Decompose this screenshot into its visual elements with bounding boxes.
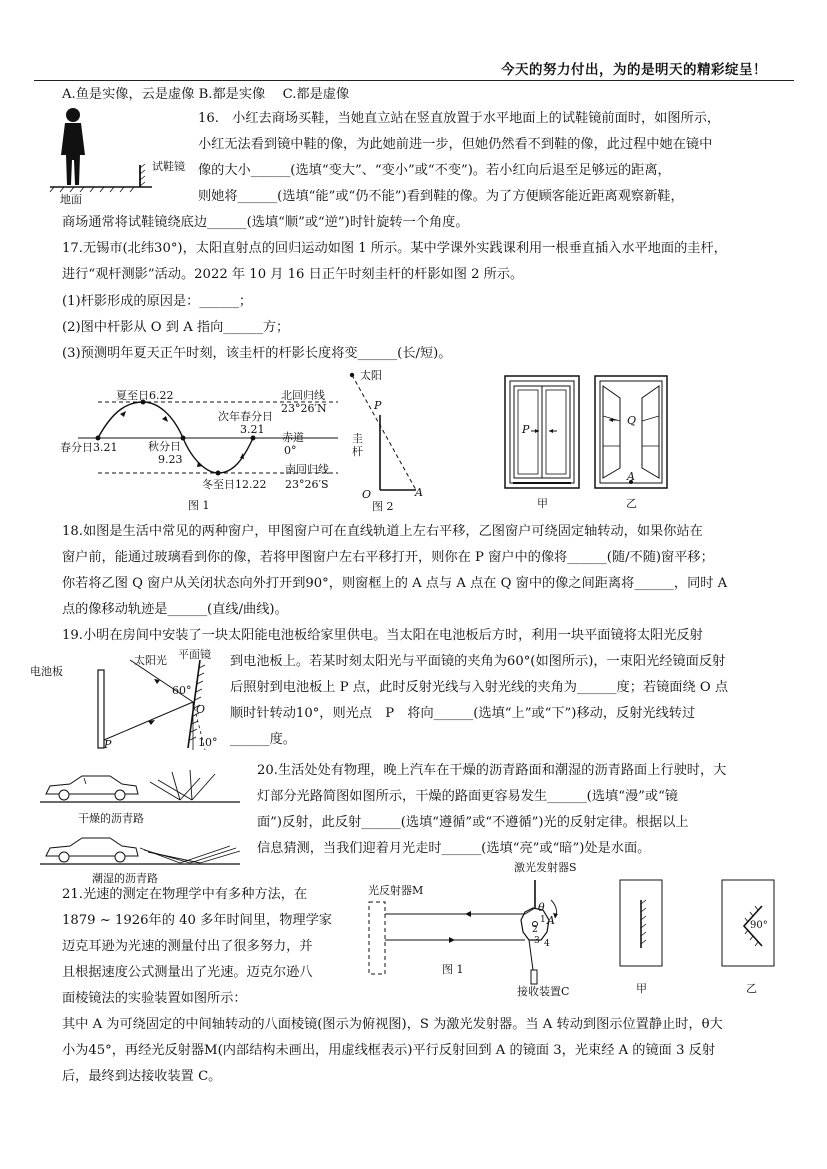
window-yi-q: Q: [627, 414, 637, 427]
q17-fig1-south-lat: 23°26′S: [285, 478, 329, 491]
window-yi-a: A: [627, 470, 635, 483]
q21-full-line: 小为45°，再经光反射器M(内部结构未画出，用虚线框表示)平行反射回到 A 的镜面 3，光束经 A 的镜面 3 反射: [62, 1043, 716, 1058]
q21-full-line: 后，最终到达接收装置 C。: [62, 1069, 222, 1084]
q17-line: 进行“观杆测影”活动。2022 年 10 月 16 日正午时刻圭杆的杆影如图 2 所示。: [62, 267, 524, 282]
q18-line: 18.如图是生活中常见的两种窗户，甲图窗户可在直线轨道上左右平移，乙图窗户可绕固定轴转动，如果你站在: [62, 524, 703, 539]
q21-a-label: A: [547, 914, 555, 927]
q16-figure: [40, 105, 200, 205]
q21-line: 面棱镜法的实验装置如图所示：: [62, 991, 247, 1006]
car-wet: [46, 838, 138, 862]
q19-sunlight-label: 太阳光: [134, 654, 167, 667]
q17-fig1-caption: 图 1: [188, 499, 210, 512]
q21-receiver-label: 接收装置C: [517, 985, 570, 998]
q21-full-line: 其中 A 为可绕固定的中间轴转动的八面棱镜(图示为俯视图)，S 为激光发射器。当 A 转动到图示位置静止时，θ大: [62, 1017, 723, 1032]
q16-ground-label: 地面: [60, 193, 82, 206]
windows-figure: [505, 376, 705, 496]
q21-jia-label: 甲: [636, 982, 647, 995]
window-jia-p: P: [522, 423, 530, 436]
q21-reflector-label: 光反射器M: [368, 884, 424, 897]
q20-figure: [40, 762, 250, 882]
q15-options: A.鱼是实像，云是虚像 B.都是实像 C.都是虚像: [62, 87, 350, 102]
q19-line: 后照射到电池板上 P 点，此时反射光线与入射光线的夹角为______度；若镜面绕 O 点: [230, 680, 729, 695]
q21-face-1: 1: [540, 915, 546, 925]
window-jia-caption: 甲: [537, 497, 548, 510]
q17-fig2-caption: 图 2: [372, 500, 394, 513]
q21-face-3: 3: [534, 936, 540, 946]
q19-mirror-label: 平面镜: [178, 648, 211, 661]
q19-p-label: P: [104, 738, 112, 751]
car-dry: [46, 776, 138, 800]
q21-laser-label: 激光发射器S: [514, 861, 577, 874]
q17-fig1-autumn: 秋分日: [148, 440, 181, 453]
q16-line: 商场通常将试鞋镜绕底边______(选填“顺”或“逆”)时针旋转一个角度。: [62, 215, 469, 230]
q21-face-2: 2: [532, 925, 538, 935]
q17-fig1-next-spring-date: 3.21: [240, 423, 265, 436]
q17-fig1-spring: 春分日3.21: [60, 441, 118, 454]
q21-line: 1879 ~ 1926年的 40 多年时间里，物理学家: [62, 913, 332, 928]
header-divider: [34, 80, 794, 81]
q21-jia-figure: [620, 880, 670, 980]
q17-fig1-autumn-date: 9.23: [158, 453, 183, 466]
q21-line: 21.光速的测定在物理学中有多种方法，在: [62, 887, 308, 902]
q19-o-label: O: [196, 703, 206, 716]
q17-fig1-winter: 冬至日12.22: [202, 478, 267, 491]
q16-line: 则她将______(选填“能”或“仍不能”)看到鞋的像。为了方便顾客能近距离观察新鞋，: [198, 189, 684, 204]
q18-line: 窗户前，能通过玻璃看到你的像，若将甲图窗户左右平移打开，则你在 P 窗户中的像将______(随/不随)窗平移；: [62, 550, 714, 565]
q19-line: ______度。: [230, 732, 296, 747]
q17-fig1-summer: 夏至日6.22: [116, 389, 174, 402]
q17-fig2-a: A: [415, 486, 423, 499]
q17-fig2-sun: 太阳: [360, 369, 382, 382]
q17-sub1: (1)杆影形成的原因是：______；: [62, 294, 253, 309]
q18-line: 你若将乙图 Q 窗户从关闭状态向外打开到90°，则窗框上的 A 点与 A 点在 Q 窗中的像之间距离将______，同时 A: [62, 576, 728, 591]
q20-line: 面”)反射，此反射______(选填“遵循”或“不遵循”)光的反射定律。根据以上: [257, 815, 689, 830]
q17-sub2: (2)图中杆影从 O 到 A 指向______方；: [62, 320, 290, 335]
window-yi-caption: 乙: [626, 497, 637, 510]
q17-fig1-north-tropic: 北回归线: [281, 389, 325, 402]
q16-line: 16. 小红去商场买鞋，当她直立站在竖直放置于水平地面上的试鞋镜前面时，如图所示，: [198, 111, 721, 126]
q21-yi-label: 乙: [746, 982, 757, 995]
q20-line: 灯部分光路简图如图所示，干燥的路面更容易发生______(选填“漫”或“镜: [257, 789, 678, 804]
q20-wet-label: 潮湿的沥青路: [92, 872, 158, 885]
q17-line: 17.无锡市(北纬30°)，太阳直射点的回归运动如图 1 所示。某中学课外实践课利用一根垂直插入水平地面的圭杆，: [62, 241, 727, 256]
q16-line: 像的大小______(选填“变大”、“变小”或“不变”)。若小红向后退至足够远的距离，: [198, 163, 671, 178]
q17-fig1-north-lat: 23°26′N: [281, 402, 327, 415]
q17-fig1-next-spring: 次年春分日: [218, 410, 273, 423]
q20-dry-label: 干燥的沥青路: [78, 812, 144, 825]
girl-silhouette: [61, 108, 85, 185]
q19-line: 到电池板上。若某时刻太阳光与平面镜的夹角为60°(如图所示)，一束阳光经镜面反射: [230, 654, 726, 669]
q17-fig1-south-tropic: 南回归线: [285, 463, 329, 476]
q19-line: 19.小明在房间中安装了一块太阳能电池板给家里供电。当太阳在电池板后方时，利用一块平面镜将太阳光反射: [62, 628, 703, 643]
q17-fig2-o: O: [362, 488, 372, 501]
q21-line: 且根据速度公式测量出了光速。迈克尔逊八: [62, 965, 313, 980]
q21-line: 迈克耳逊为光速的测量付出了很多努力，并: [62, 939, 313, 954]
header-motto: 今天的努力付出，为的是明天的精彩绽呈！: [501, 62, 767, 78]
q21-caption: 图 1: [442, 963, 464, 976]
q19-rot-label: 10°: [198, 736, 218, 749]
q20-line: 信息猜测，当我们迎着月光走时______(选填“亮”或“暗”)处是水面。: [257, 841, 651, 856]
q17-fig1-equator-lat: 0°: [284, 444, 297, 457]
q21-face-4: 4: [544, 939, 550, 949]
q17-fig2-pole: 圭杆: [352, 432, 363, 458]
q16-mirror-label: 试鞋镜: [152, 160, 185, 173]
q19-line: 顺时针转动10°，则光点 P 将向______(选填“上”或“下”)移动，反射光线转过: [230, 706, 696, 721]
q17-sub3: (3)预测明年夏天正午时刻，该圭杆的杆影长度将变______(长/短)。: [62, 346, 452, 361]
q18-line: 点的像移动轨迹是______(直线/曲线)。: [62, 602, 288, 617]
q21-yi-angle: 90°: [750, 920, 768, 931]
q17-fig1-equator: 赤道: [282, 431, 304, 444]
q21-theta: θ: [538, 901, 545, 914]
q16-line: 小红无法看到镜中鞋的像，为此她前进一步，但她仍然看不到鞋的像，此过程中她在镜中: [198, 137, 713, 152]
q17-fig2-p: P: [374, 399, 382, 412]
q20-line: 20.生活处处有物理，晚上汽车在干燥的沥青路面和潮湿的沥青路面上行驶时，大: [257, 763, 727, 778]
q19-panel-label: 电池板: [30, 665, 63, 678]
q19-angle-label: 60°: [172, 684, 192, 697]
